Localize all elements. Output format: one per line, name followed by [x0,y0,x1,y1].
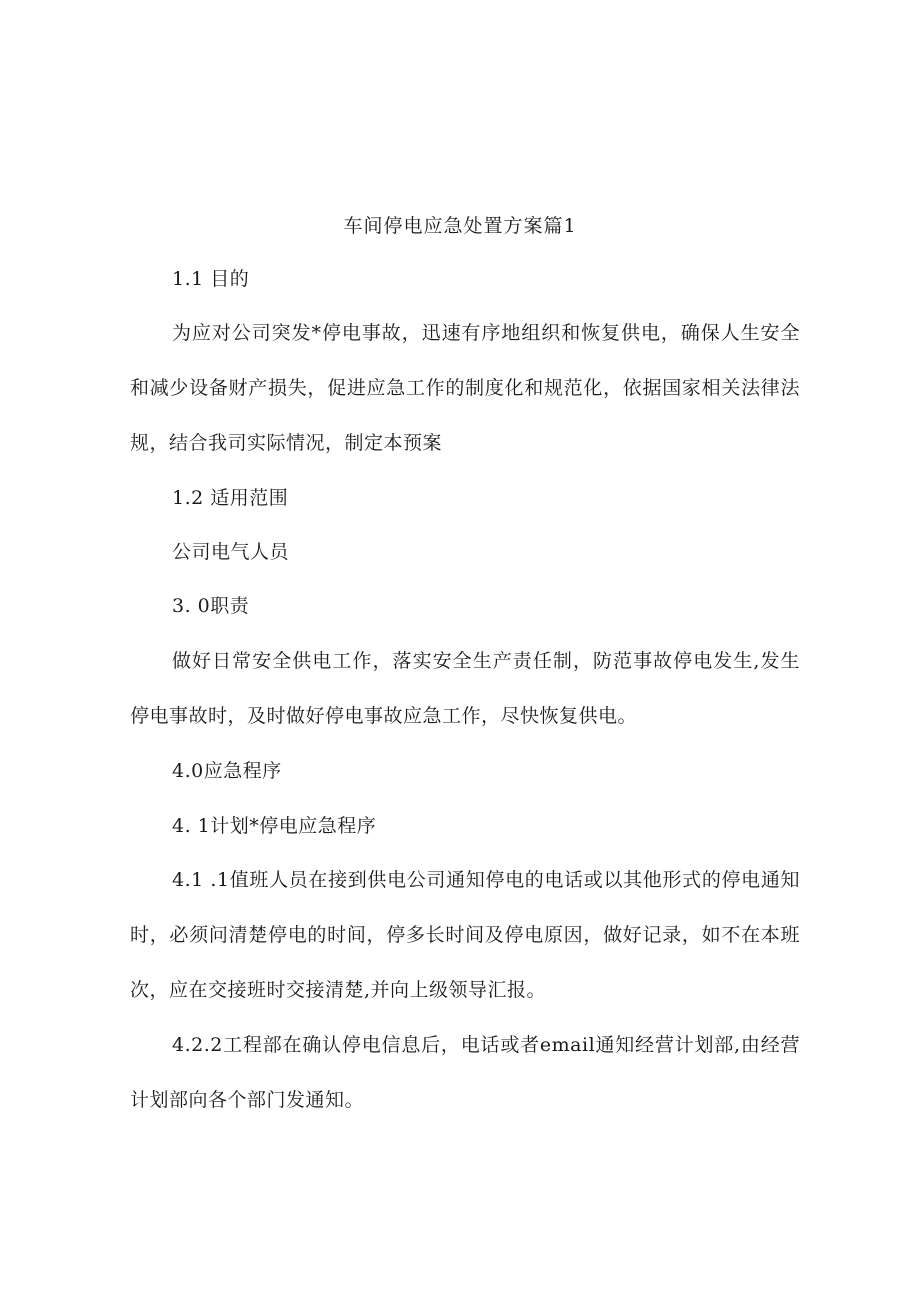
section-heading-4-1: 4. 1计划*停电应急程序 [172,815,377,837]
section-heading-4-0: 4.0应急程序 [172,760,282,782]
section-heading-3-0: 3. 0职责 [172,595,250,617]
document-title: 车间停电应急处置方案篇1 [343,215,577,237]
paragraph-purpose: 为应对公司突发*停电事故，迅速有序地组织和恢复供电，确保人生安全和减少设备财产损失，促进应急工作的制度化和规范化，依据国家相关法律法规，结合我司实际情况，制定本预案 [130,322,800,454]
section-heading-1-1: 1.1 目的 [172,268,250,290]
paragraph-duties: 做好日常安全供电工作，落实安全生产责任制，防范事故停电发生,发生停电事故时，及时做好停电事故应急工作，尽快恢复供电。 [130,650,800,727]
paragraph-4-2-2: 4.2.2工程部在确认停电信息后，电话或者email通知经营计划部,由经营计划部向各个部门发通知。 [130,1034,800,1111]
paragraph-4-1-1: 4.1 .1值班人员在接到供电公司通知停电的电话或以其他形式的停电通知时，必须问清楚停电的时间，停多长时间及停电原因，做好记录，如不在本班次，应在交接班时交接清楚,并向上级领导汇报。 [130,869,800,1001]
section-heading-1-2: 1.2 适用范围 [172,487,289,509]
paragraph-scope: 公司电气人员 [172,541,290,563]
